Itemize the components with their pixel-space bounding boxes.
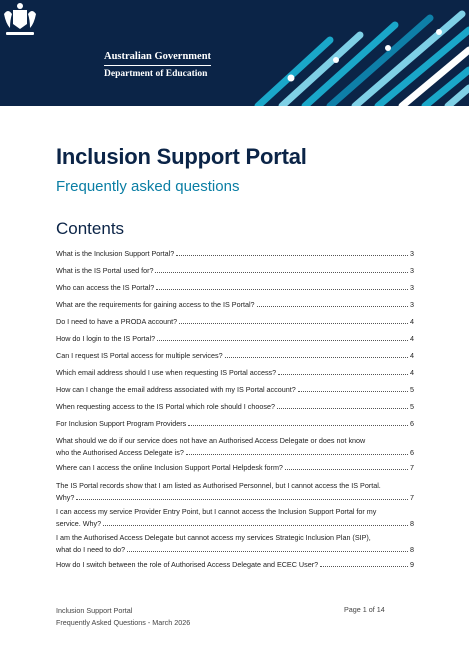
government-logo-text — [104, 50, 211, 81]
coat-of-arms-icon — [0, 0, 40, 40]
toc-entry-row — [56, 385, 414, 394]
toc-entry-row — [56, 448, 414, 457]
footer-page-number: Page 1 of 14 — [344, 605, 385, 614]
toc-entry-text: When requesting access to the IS Portal which role should I choose? — [56, 402, 275, 411]
toc-entry-text: How do I login to the IS Portal? — [56, 334, 156, 343]
toc-entry[interactable] — [56, 560, 414, 569]
toc-entry-row — [56, 283, 414, 292]
toc-entry[interactable] — [56, 334, 414, 343]
toc-entry[interactable] — [56, 419, 414, 428]
toc-page-number: 4 — [410, 368, 414, 377]
toc-entry[interactable] — [56, 266, 414, 275]
toc-leader-dots — [157, 339, 408, 341]
toc-entry[interactable] — [56, 351, 414, 360]
toc-leader-dots — [156, 288, 408, 290]
toc-entry[interactable] — [56, 481, 414, 502]
toc-entry-row — [56, 300, 414, 309]
toc-page-number: 3 — [410, 283, 414, 292]
toc-entry-row — [56, 368, 414, 377]
footer-doc-subtitle: Frequently Asked Questions - March 2026 — [56, 618, 191, 627]
toc-page-number: 5 — [410, 385, 414, 394]
toc-leader-dots — [155, 271, 408, 273]
toc-entry[interactable] — [56, 385, 414, 394]
toc-entry-row — [56, 560, 414, 569]
toc-entry-text: Who can access the IS Portal? — [56, 283, 155, 292]
toc-entry[interactable] — [56, 402, 414, 411]
decorative-stripes — [0, 0, 469, 106]
title-block — [56, 144, 307, 195]
toc-entry[interactable] — [56, 507, 414, 528]
toc-leader-dots — [176, 254, 408, 256]
toc-page-number: 3 — [410, 266, 414, 275]
contents-heading: Contents — [56, 219, 125, 238]
toc-entry-text: Do I need to have a PRODA account? — [56, 317, 178, 326]
toc-entry-text: Which email address should I use when requesting IS Portal access? — [56, 368, 277, 377]
toc-leader-dots — [127, 550, 408, 552]
toc-leader-dots — [103, 524, 408, 526]
toc-page-number: 5 — [410, 402, 414, 411]
toc-page-number: 4 — [410, 334, 414, 343]
toc-leader-dots — [278, 373, 408, 375]
footer-doc-name: Inclusion Support Portal — [56, 606, 133, 615]
toc-entry-row — [56, 351, 414, 360]
page-title: Inclusion Support Portal — [56, 144, 307, 169]
toc-entry-row — [56, 402, 414, 411]
toc-page-number: 4 — [410, 317, 414, 326]
toc-entry-text: How can I change the email address associated with my IS Portal account? — [56, 385, 296, 394]
toc-entry-text: what do I need to do? — [56, 545, 126, 554]
toc-page-number: 4 — [410, 351, 414, 360]
toc-page-number: 3 — [410, 249, 414, 258]
toc-page-number: 7 — [410, 493, 414, 502]
toc-entry-row — [56, 545, 414, 554]
page-subtitle: Frequently asked questions — [56, 178, 240, 195]
toc-entry[interactable] — [56, 300, 414, 309]
toc-entry-text: What are the requirements for gaining access to the IS Portal? — [56, 300, 255, 309]
government-name: Australian Government — [104, 50, 211, 66]
department-name: Department of Education — [104, 69, 208, 79]
toc-entry-text: Can I request IS Portal access for multiple services? — [56, 351, 223, 360]
toc-entry-text: Why? — [56, 493, 75, 502]
toc-entry[interactable] — [56, 436, 414, 457]
toc-leader-dots — [179, 322, 408, 324]
toc-entry[interactable] — [56, 368, 414, 377]
toc-entry-text-line1: I am the Authorised Access Delegate but cannot access my services Strategic Inclusion Plan (SIP), — [56, 533, 371, 542]
toc-page-number: 8 — [410, 545, 414, 554]
toc-leader-dots — [320, 565, 408, 567]
toc-entry-row — [56, 266, 414, 275]
toc-entry-text: How do I switch between the role of Authorised Access Delegate and ECEC User? — [56, 560, 319, 569]
toc-entry-text: What is the Inclusion Support Portal? — [56, 249, 175, 258]
toc-leader-dots — [277, 407, 408, 409]
toc-page-number: 6 — [410, 419, 414, 428]
toc-entry-text: What is the IS Portal used for? — [56, 266, 154, 275]
toc-page-number: 6 — [410, 448, 414, 457]
toc-entry-text: service. Why? — [56, 519, 102, 528]
footer-document-info — [56, 605, 190, 629]
toc-leader-dots — [225, 356, 408, 358]
toc-entry[interactable] — [56, 249, 414, 258]
toc-entry-row — [56, 493, 414, 502]
toc-page-number: 3 — [410, 300, 414, 309]
toc-entry-row — [56, 249, 414, 258]
toc-leader-dots — [285, 468, 408, 470]
toc-entry-row — [56, 463, 414, 472]
toc-page-number: 8 — [410, 519, 414, 528]
toc-entry[interactable] — [56, 463, 414, 472]
toc-entry[interactable] — [56, 533, 414, 554]
toc-entry-row — [56, 317, 414, 326]
toc-entry-row — [56, 419, 414, 428]
toc-entry-text-line1: I can access my service Provider Entry Point, but I cannot access the Inclusion Support Portal for my — [56, 507, 377, 516]
toc-entry-row — [56, 519, 414, 528]
toc-entry[interactable] — [56, 317, 414, 326]
toc-entry-row — [56, 334, 414, 343]
toc-entry-text-line1: What should we do if our service does not have an Authorised Access Delegate or does not know — [56, 436, 366, 445]
toc-leader-dots — [186, 453, 408, 455]
toc-leader-dots — [257, 305, 408, 307]
toc-entry[interactable] — [56, 283, 414, 292]
header-banner — [0, 0, 469, 106]
toc-leader-dots — [188, 424, 408, 426]
toc-entry-text: Where can I access the online Inclusion Support Portal Helpdesk form? — [56, 463, 283, 472]
toc-entry-text-line1: The IS Portal records show that I am listed as Authorised Personnel, but I cannot access the IS Portal. — [56, 481, 381, 490]
toc-leader-dots — [298, 390, 408, 392]
toc-entry-text: who the Authorised Access Delegate is? — [56, 448, 184, 457]
toc-entry-text: For Inclusion Support Program Providers — [56, 419, 187, 428]
toc-page-number: 7 — [410, 463, 414, 472]
toc-page-number: 9 — [410, 560, 414, 569]
toc-leader-dots — [76, 498, 408, 500]
